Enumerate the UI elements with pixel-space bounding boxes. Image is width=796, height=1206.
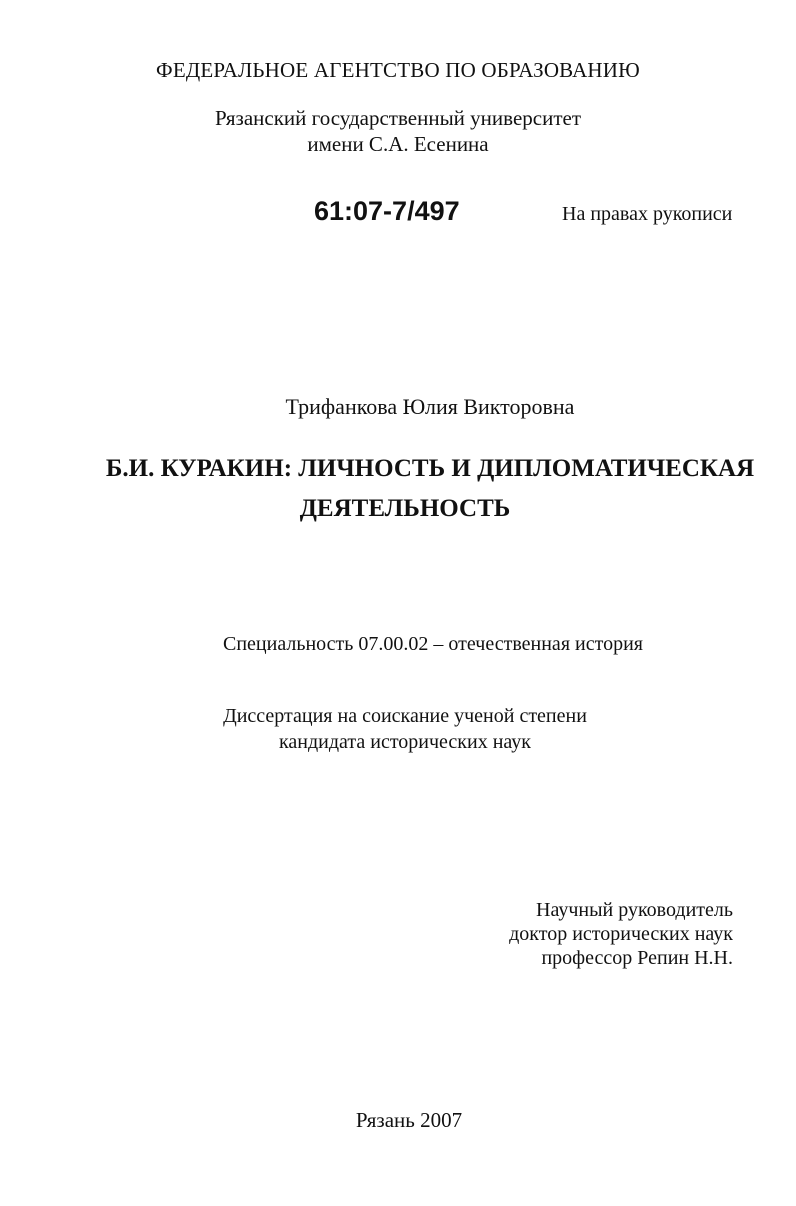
- degree-statement-line2: кандидата исторических наук: [278, 731, 532, 753]
- university-name-line1: Рязанский государственный университет: [215, 106, 581, 130]
- catalog-code: 61:07-7/497: [314, 196, 460, 226]
- supervisor-degree: доктор исторических наук: [509, 923, 733, 945]
- university-name-line2: имени С.А. Есенина: [307, 132, 489, 156]
- agency-name: ФЕДЕРАЛЬНОЕ АГЕНТСТВО ПО ОБРАЗОВАНИЮ: [156, 58, 640, 82]
- rights-note: На правах рукописи: [562, 203, 733, 225]
- supervisor-role: Научный руководитель: [536, 899, 733, 921]
- degree-statement-line1: Диссертация на соискание ученой степени: [223, 705, 587, 727]
- city-year: Рязань 2007: [355, 1108, 463, 1132]
- supervisor-block: [509, 898, 733, 970]
- specialty-line: Специальность 07.00.02 – отечественная история: [223, 633, 643, 655]
- author-name: Трифанкова Юлия Викторовна: [285, 394, 575, 419]
- dissertation-title-line1: Б.И. КУРАКИН: ЛИЧНОСТЬ И ДИПЛОМАТИЧЕСКАЯ: [105, 455, 755, 482]
- dissertation-title-line2: ДЕЯТЕЛЬНОСТЬ: [299, 495, 511, 522]
- supervisor-name: профессор Репин Н.Н.: [541, 947, 733, 969]
